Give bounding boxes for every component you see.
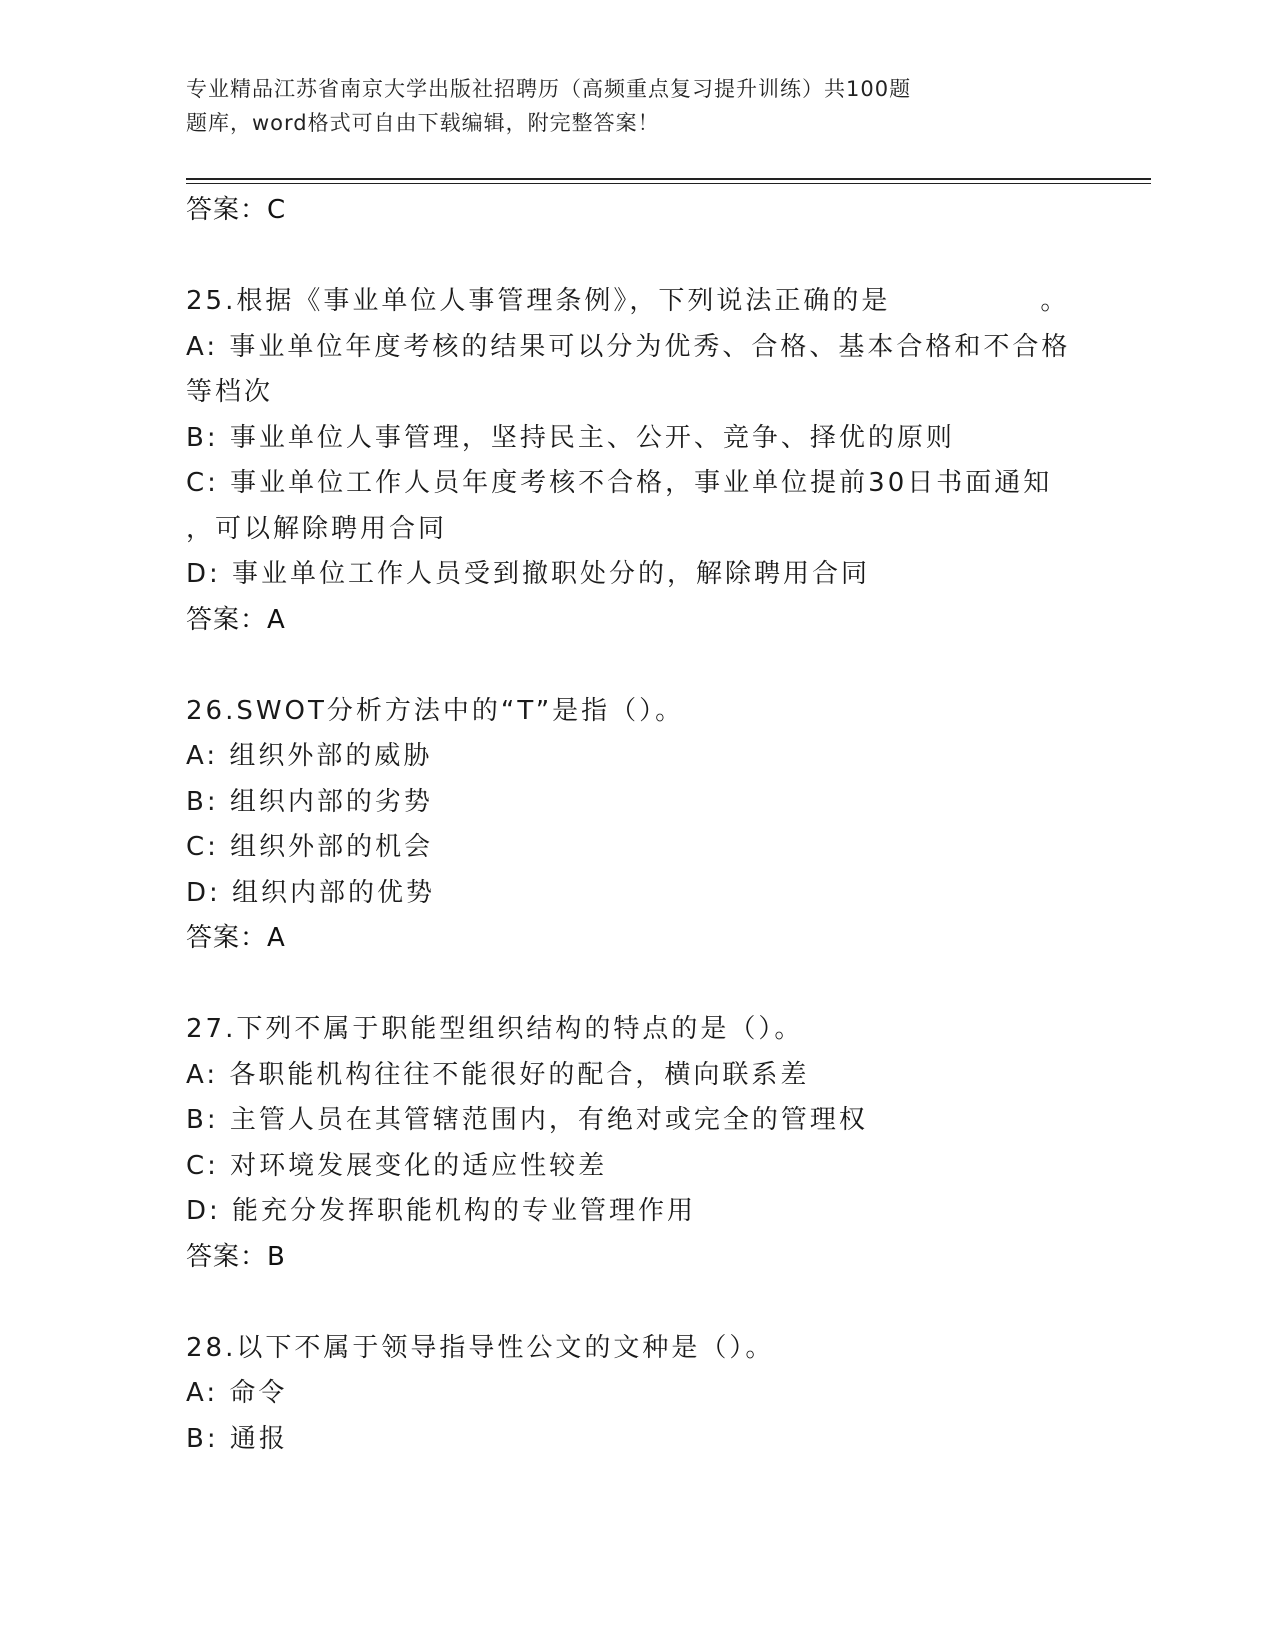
option-a: A: 命令 <box>186 1378 288 1408</box>
option-c-line-2: ，可以解除聘用合同 <box>186 513 448 544</box>
option-d: D: 事业单位工作人员受到撤职处分的，解除聘用合同 <box>186 559 871 589</box>
spacer <box>186 962 1146 1008</box>
option-b: B: 组织内部的劣势 <box>186 786 433 817</box>
option-a-line-2: 等档次 <box>186 377 274 407</box>
option-b: B: 通报 <box>186 1423 288 1454</box>
question-stem-text: 25.根据《事业单位人事管理条例》，下列说法正确的是 <box>186 286 891 316</box>
question-stem: 28.以下不属于领导指导性公文的文种是（）。 <box>186 1332 775 1363</box>
question-26 <box>186 689 1146 962</box>
question-list <box>186 188 1146 1462</box>
question-28 <box>186 1326 1146 1463</box>
option-a: A: 各职能机构往往不能很好的配合，横向联系差 <box>186 1059 810 1090</box>
answer: 答案：A <box>186 923 286 953</box>
option-a-line-1: A: 事业单位年度考核的结果可以分为优秀、合格、基本合格和不合格 <box>186 331 1071 362</box>
spacer <box>186 643 1146 689</box>
option-c: C: 对环境发展变化的适应性较差 <box>186 1150 608 1181</box>
question-25 <box>186 279 1146 643</box>
option-a: A: 组织外部的威胁 <box>186 741 433 771</box>
answer: 答案：B <box>186 1241 286 1272</box>
question-stem: 27.下列不属于职能型组织结构的特点的是（）。 <box>186 1014 804 1044</box>
header-line-2: 题库，word格式可自由下载编辑，附完整答案！ <box>186 111 660 135</box>
question-stem-end: 。 <box>1040 286 1070 316</box>
document-header <box>186 72 1046 140</box>
header-line-1: 专业精品江苏省南京大学出版社招聘历（高频重点复习提升训练）共100题 <box>186 77 912 101</box>
header-rule-thin <box>186 183 1151 184</box>
option-c: C: 组织外部的机会 <box>186 832 434 862</box>
previous-answer: 答案：C <box>186 195 287 225</box>
header-rule-thick <box>186 178 1151 180</box>
option-b: B: 主管人员在其管辖范围内，有绝对或完全的管理权 <box>186 1105 868 1135</box>
question-stem <box>186 279 1146 325</box>
question-27 <box>186 1007 1146 1280</box>
spacer <box>186 234 1146 280</box>
answer: 答案：A <box>186 604 286 635</box>
spacer <box>186 1280 1146 1326</box>
option-b: B: 事业单位人事管理，坚持民主、公开、竞争、择优的原则 <box>186 422 955 453</box>
option-c-line-1: C: 事业单位工作人员年度考核不合格，事业单位提前30日书面通知 <box>186 468 1053 498</box>
option-d: D: 能充分发挥职能机构的专业管理作用 <box>186 1196 697 1226</box>
option-d: D: 组织内部的优势 <box>186 877 436 908</box>
question-stem: 26.SWOT分析方法中的“T”是指（）。 <box>186 695 685 726</box>
